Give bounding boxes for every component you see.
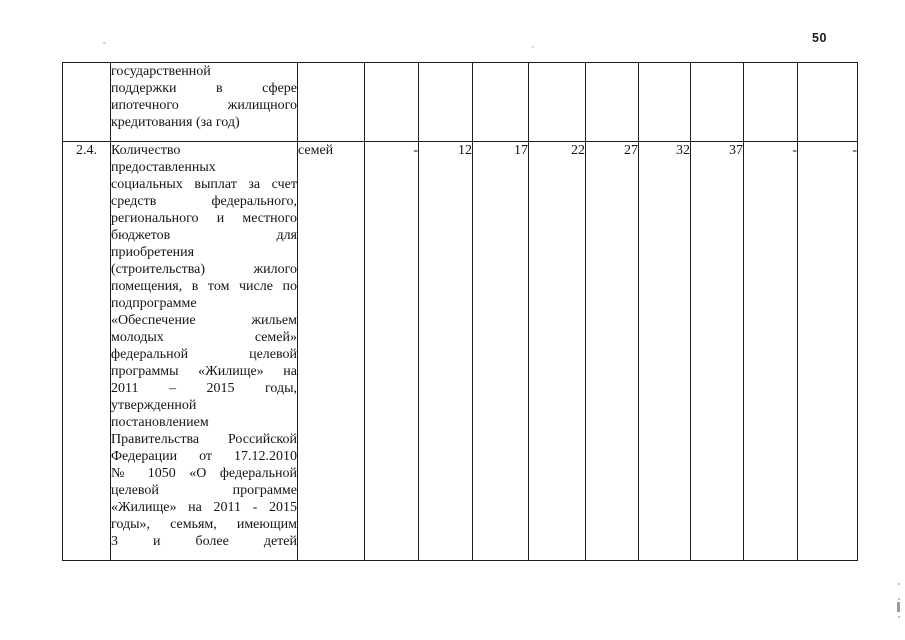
value-cell: 37 bbox=[691, 142, 744, 561]
page-number: 50 bbox=[812, 31, 827, 45]
row-number-cell bbox=[63, 63, 111, 142]
table-row bbox=[63, 63, 858, 142]
value-cell bbox=[639, 63, 691, 142]
indicator-name-text: Количество предоставленных социальных выплат за счет средств федерального, регионального и местного бюджетов для приобретения (строительства) жилого помещения, в том числе по подпрограмме «Обеспечение жильем молодых семей» федеральной целевой программы «Жилище» на 2011 – 2015 годы, утвержденной постановлением Правительства Российской Федерации от 17.12.2010 № 1050 «О федеральной целевой программе «Жилище» на 2011 - 2015 годы», семьям, имеющим 3 и более детей bbox=[111, 143, 297, 549]
unit-cell: семей bbox=[298, 142, 365, 561]
value-cell bbox=[586, 63, 639, 142]
scan-artifact bbox=[898, 616, 900, 618]
indicator-name-text: государственной поддержки в сфере ипотечного жилищного кредитования (за год) bbox=[111, 64, 297, 130]
value-cell: 32 bbox=[639, 142, 691, 561]
value-cell bbox=[529, 63, 586, 142]
value-cell bbox=[473, 63, 529, 142]
value-cell: - bbox=[798, 142, 858, 561]
value-cell: - bbox=[365, 142, 419, 561]
value-cell: - bbox=[744, 142, 798, 561]
value-cell bbox=[691, 63, 744, 142]
value-cell: 27 bbox=[586, 142, 639, 561]
scan-artifact bbox=[898, 598, 900, 600]
scan-artifact bbox=[897, 602, 900, 612]
scan-artifact bbox=[531, 46, 534, 48]
indicator-name-cell bbox=[111, 63, 298, 142]
scan-artifact bbox=[103, 42, 106, 44]
indicator-name-cell bbox=[111, 142, 298, 561]
unit-cell bbox=[298, 63, 365, 142]
value-cell bbox=[419, 63, 473, 142]
value-cell: 22 bbox=[529, 142, 586, 561]
value-cell: 17 bbox=[473, 142, 529, 561]
value-cell bbox=[365, 63, 419, 142]
value-cell: 12 bbox=[419, 142, 473, 561]
row-number-cell: 2.4. bbox=[63, 142, 111, 561]
value-cell bbox=[798, 63, 858, 142]
scan-artifact bbox=[898, 583, 900, 585]
table-row bbox=[63, 142, 858, 561]
indicators-table bbox=[62, 62, 858, 561]
value-cell bbox=[744, 63, 798, 142]
